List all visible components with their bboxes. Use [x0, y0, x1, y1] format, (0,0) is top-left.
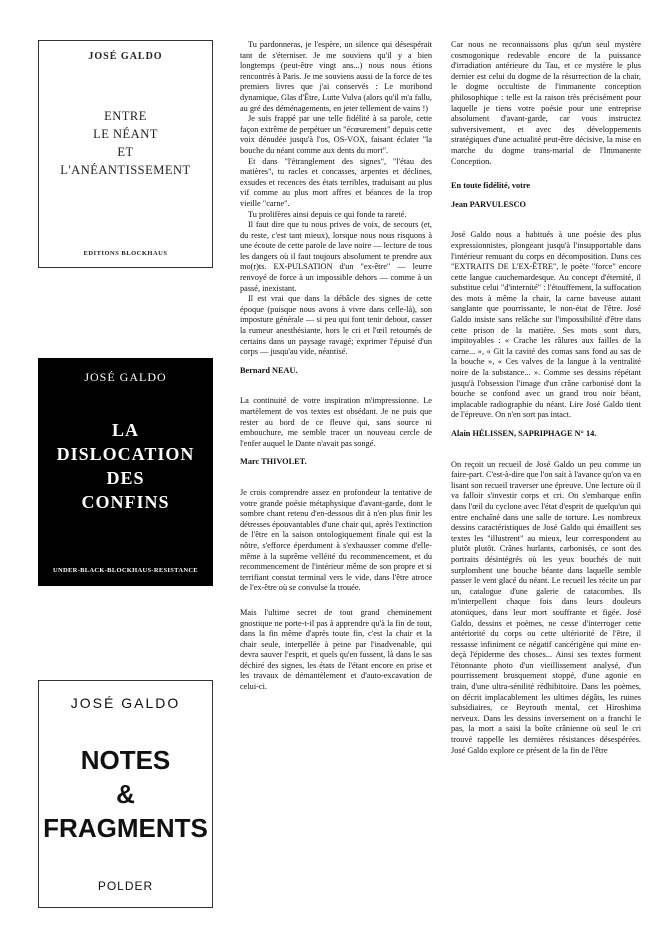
signature: Jean PARVULESCO: [451, 199, 526, 209]
book-title: NOTES & FRAGMENTS: [43, 745, 208, 843]
book-author: JOSÉ GALDO: [88, 51, 163, 62]
book-publisher: POLDER: [97, 879, 154, 893]
book-publisher: UNDER-BLACK-BLOCKHAUS-RESISTANCE: [53, 567, 198, 574]
book-cover-notes-fragments: [38, 680, 213, 908]
paragraph: Il est vrai que dans la débâcle des signes de cette époque (puisque nous avons à vivre dans celle-là), son imposture générale — si peu qui font tenir debout, casser la rumeur anesthésiante, hors le cri et l'œil retournés de certains dans un paysage ravagé; exprimer l'épuisé d'un corps — jusqu'au vide, néantisé.: [240, 294, 432, 357]
signature: Bernard NEAU.: [240, 365, 298, 375]
paragraph: Je crois comprendre assez en profondeur la tentative de votre grande poésie métaphysique d'avant-garde, dont le sombre chant retenu d'en-dessous dit à n'en plus finir les détresses épouvantables d'une chair qui, après l'extinction de l'être en la saison ontologiquement finale qui est la nôtre, s'efforce éperdument à s'exhausser comme d'elle-même à la suprême velléité du recommencement, et du recommencement de l'intérieur même de son propre et si terrifiant constat terminal vers le vide, dans l'être atroce de l'ex-être où se convulse la trouée.: [240, 487, 432, 593]
book-author: JOSÉ GALDO: [84, 370, 167, 384]
signature: Marc THIVOLET.: [240, 457, 307, 467]
paragraph: Tu pardonneras, je l'espère, un silence qui désespérait tant de s'éterniser. Je me souviens qu'il y a bien longtemps (peut-être vingt ans...) nous nous étions rencontrés à Paris. Je me souviens aussi de la force de tes premiers livres que j'ai conservés : Le moribond dynamique, Glas d'Être, Lutte Vulva (alors qu'il m'a fallu, au gré des déménagements, en jeter tellement de vains !): [240, 40, 432, 113]
book-author: JOSÉ GALDO: [70, 695, 181, 711]
paragraph: On reçoit un recueil de José Galdo un peu comme un faire-part. C'est-à-dire que l'on sait à l'avance qu'on va en lisant son recueil traverser une épreuve. Une lecture où il va falloir s'investir corps et cri. On s'embarque enfin dans l'œil du cyclone avec l'état d'esprit de quelqu'un qui entre enchaîné dans une salle de torture. Les nombreux dessins caractéristiques de José Galdo qui émaillent ses textes les "illustrent" au mieux, leur correspondent au plutôt plutôt. Crânes hurlants, carbonisés, ce sont des portraits désintégrés où les yeux bouchés de nuit surplombent une bouche béante dans laquelle semble passer le vent glacé du néant. Le recueil les récite un par un, catalogue d'une galerie de catacombes. Ils m'interpellent chaque fois dans leurs douleurs atomiques, dans leur mort souffrante et figée. José Galdo, dessins et poèmes, ne cesse d'interroger cette antériorité du corps ou cette ultériorité de l'être, il ressasse infiniment ce négatif cancérigène qui mine en-deçà l'épiderme des choses... Ainsi ses textes forment l'étonnante photo d'un vieillissement analysé, d'un pourrissement brusquement stoppé, d'une agonie en train, d'une ultra-sénilité rédhibitoire. Dans les poèmes, on décrit implacablement les ultimes dégâts, les ruines subsidiaires, ce Beyrouth mental, cet Hiroshima nerveux. Dans les dessins inversement on a franchi le pas, la mort a saisi la boîte crânienne où seul le cri trouvé rappelle les dernières résistances désespérées. José Galdo explore ce présent de la fin de l'être: [451, 459, 641, 755]
paragraph: José Galdo nous a habitués à une poésie des plus expressionnistes, plongeant jusqu'à l'insupportable dans l'intérieur remuant du corps en décomposition. Dans ces "EXTRAITS DE L'EX-ÊTRE", le poète "force" encore cette langue cauchemardesque. Au concept d'éternité, il substitue celui "d'internité" : l'étouffement, la suffocation des mots à même la chair, la carne baveuse autant sanglante que pourrissante, le non-état de l'être. José Galdo insiste sans relâche sur l'impossibilité d'être dans cette prison de la matière. Ses mots sont durs, impitoyables : « Crache les râlures aux failles de la carne... », « Git la cavité des comas sans fond au sas de la bouche », « Ces valves de la langue à la ventralité noire de la substance... ». Comme ses dessins répétant jusqu'à l'obsession l'image d'un crâne carbonisé dont la bouche se confond avec un grand trou noir béant, implacable radiographie du néant. Lire José Galdo tient de l'épreuve. On n'en sort pas intact.: [451, 230, 641, 420]
paragraph: Et dans "l'étranglement des signes", "l'étau des matières", tu racles et concasses, arpentes et déclines, exsudes et recences des états terribles, traduisant au plus vif comme au plus mort affres et béances de la trop vieille "carne".: [240, 156, 432, 208]
paragraph: Tu prolifères ainsi depuis ce qui fonde ta rareté.: [248, 209, 407, 219]
text-column-middle: [240, 40, 432, 930]
paragraph: Je suis frappé par une telle fidélité à sa parole, cette façon extrême de perpétuer un "écœurement" depuis cette voix dénudée jusqu'à l'os, OS-VOX, faisant éclater "la bouche du néant comme aux dents du mort".: [240, 114, 432, 155]
signature: Alain HÉLISSEN, SAPRIPHAGE N° 14.: [451, 429, 597, 438]
paragraph: Il faut dire que tu nous prives de voix, de secours (et, du reste, c'est tant mieux), lorsque nous nous risquons à une écoute de cette parole de lave noire — lecture de tous les dangers où il faut toujours absolument te prendre aux mo(r)ts. EX-PULSATION d'un "ex-être" — leurre renvoyé de force à un impossible dehors — comme à un passé, inexistant.: [240, 220, 432, 293]
paragraph: La continuité de votre inspiration m'impressionne. Le martèlement de vos textes est obsédant. Je ne puis que rester au bord de ce fleuve qui, sans source ni embouchure, me semble tracer un nouveau cercle de l'enfer auquel le Dante n'avait pas songé.: [240, 396, 432, 448]
paragraph: Mais l'ultime secret de tout grand cheminement gnostique ne porte-t-il pas à apprendre qu'à la fin de tout, dans la fin même d'après toute fin, c'est la chair et la chair seule, interpellée à peine par l'inadvenable, qui devra sauver l'esprit, et quels qu'en fussent, là dans le sas déchiré des signes, les états de l'étant encore en prise et les travaux de démantèlement et d'auto-excavation de celui-ci.: [240, 607, 432, 692]
book-cover-entre-le-neant: [38, 40, 213, 268]
paragraph: Car nous ne reconnaissons plus qu'un seul mystère cosmogonique redevable encore de la puissance d'irradiation antérieure du Tau, et ce mystère le plus dernier est celui du dogme de la résurrection de la chair, le dogme occultiste de l'immanente conception philosophique : telle est la raison très précisément pour laquelle je tiens votre poésie pour une entreprise absolument d'avant-garde, car vous instructez subversivement, et avec des développements stratégiques d'une actualité peut-être décisive, la mise en marche du dogme trans-marial de l'Immanente Conception.: [451, 40, 641, 166]
book-title: ENTRE LE NÉANT ET L'ANÉANTISSEMENT: [60, 109, 191, 177]
book-cover-la-dislocation: [38, 358, 213, 586]
closing-line: En toute fidélité, votre: [451, 181, 531, 191]
book-title: LA DISLOCATION DES CONFINS: [56, 420, 195, 512]
text-column-right: [451, 40, 641, 930]
book-publisher: EDITIONS BLOCKHAUS: [83, 250, 168, 257]
